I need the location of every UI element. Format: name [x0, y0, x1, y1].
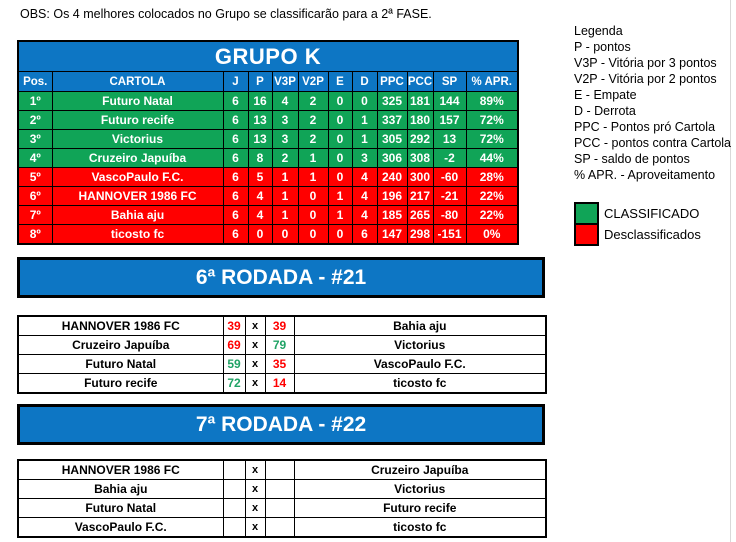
stat-cell: 0: [328, 130, 352, 149]
stat-cell: 3: [272, 111, 298, 130]
stat-cell: 298: [407, 225, 433, 245]
home-score-cell: [223, 480, 245, 499]
match-row: [18, 355, 546, 374]
away-score-cell: [265, 518, 294, 538]
standings-row: [18, 206, 518, 225]
unclassified-label: Desclassificados: [604, 227, 701, 242]
away-team-cell: Bahia aju: [294, 316, 546, 336]
stat-cell: 325: [377, 92, 407, 111]
position-cell: 5º: [18, 168, 52, 187]
legend-item: SP - saldo de pontos: [574, 152, 690, 166]
stat-cell: 6: [223, 168, 248, 187]
stat-cell: 4: [248, 187, 272, 206]
position-cell: 8º: [18, 225, 52, 245]
apr-cell: 44%: [466, 149, 518, 168]
match-row: [18, 480, 546, 499]
column-header: D: [352, 72, 377, 92]
apr-cell: 72%: [466, 111, 518, 130]
stat-cell: 4: [352, 187, 377, 206]
home-score-cell: 59: [223, 355, 245, 374]
classified-swatch: [574, 202, 599, 225]
stat-cell: 144: [433, 92, 466, 111]
match-row: [18, 499, 546, 518]
stat-cell: 4: [352, 168, 377, 187]
stat-cell: -60: [433, 168, 466, 187]
classified-label: CLASSIFICADO: [604, 206, 700, 221]
away-score-cell: 39: [265, 316, 294, 336]
stat-cell: 0: [328, 225, 352, 245]
stat-cell: 300: [407, 168, 433, 187]
stat-cell: 4: [248, 206, 272, 225]
home-team-cell: VascoPaulo F.C.: [18, 518, 223, 538]
unclassified-swatch: [574, 223, 599, 246]
away-score-cell: [265, 460, 294, 480]
stat-cell: 196: [377, 187, 407, 206]
match-row: [18, 316, 546, 336]
stat-cell: -80: [433, 206, 466, 225]
position-cell: 1º: [18, 92, 52, 111]
stat-cell: 6: [223, 225, 248, 245]
stat-cell: -151: [433, 225, 466, 245]
standings-row: [18, 130, 518, 149]
stat-cell: 6: [223, 92, 248, 111]
stat-cell: 2: [298, 111, 328, 130]
team-name-cell: HANNOVER 1986 FC: [52, 187, 223, 206]
stat-cell: 6: [223, 206, 248, 225]
column-header: E: [328, 72, 352, 92]
stat-cell: 0: [298, 225, 328, 245]
legend-item: D - Derrota: [574, 104, 636, 118]
apr-cell: 22%: [466, 206, 518, 225]
legend-item: V3P - Vitória por 3 pontos: [574, 56, 717, 70]
home-team-cell: Bahia aju: [18, 480, 223, 499]
versus-cell: x: [245, 374, 265, 394]
stat-cell: 157: [433, 111, 466, 130]
away-score-cell: 79: [265, 336, 294, 355]
home-team-cell: Futuro Natal: [18, 355, 223, 374]
legend-item: V2P - Vitória por 2 pontos: [574, 72, 717, 86]
round-6-fixtures-body: [18, 316, 546, 393]
group-title: GRUPO K: [18, 41, 518, 72]
away-team-cell: Cruzeiro Japuíba: [294, 460, 546, 480]
round-7-banner: [17, 404, 545, 445]
team-name-cell: Bahia aju: [52, 206, 223, 225]
column-header: CARTOLA: [52, 72, 223, 92]
column-header: PPC: [377, 72, 407, 92]
legend-item: % APR. - Aproveitamento: [574, 168, 716, 182]
away-team-cell: Victorius: [294, 336, 546, 355]
home-score-cell: [223, 460, 245, 480]
versus-cell: x: [245, 460, 265, 480]
legend-swatches: [574, 202, 731, 246]
stat-cell: 16: [248, 92, 272, 111]
column-header: V2P: [298, 72, 328, 92]
away-score-cell: 14: [265, 374, 294, 394]
apr-cell: 22%: [466, 187, 518, 206]
round-7-fixtures-body: [18, 460, 546, 537]
stat-cell: 13: [433, 130, 466, 149]
stat-cell: 13: [248, 111, 272, 130]
stat-cell: 3: [272, 130, 298, 149]
stat-cell: 0: [328, 111, 352, 130]
legend-items: [574, 39, 731, 183]
stat-cell: 0: [298, 187, 328, 206]
away-team-cell: Victorius: [294, 480, 546, 499]
stat-cell: 1: [272, 168, 298, 187]
team-name-cell: VascoPaulo F.C.: [52, 168, 223, 187]
away-score-cell: [265, 499, 294, 518]
stat-cell: 180: [407, 111, 433, 130]
stat-cell: 1: [328, 187, 352, 206]
stat-cell: 4: [352, 206, 377, 225]
home-team-cell: Cruzeiro Japuíba: [18, 336, 223, 355]
stat-cell: 1: [298, 149, 328, 168]
standings-row: [18, 225, 518, 245]
unclassified-row: [574, 223, 731, 246]
versus-cell: x: [245, 355, 265, 374]
classified-row: [574, 202, 731, 225]
column-header: J: [223, 72, 248, 92]
away-team-cell: Futuro recife: [294, 499, 546, 518]
stat-cell: -2: [433, 149, 466, 168]
stat-cell: 0: [298, 206, 328, 225]
away-score-cell: 35: [265, 355, 294, 374]
position-cell: 2º: [18, 111, 52, 130]
versus-cell: x: [245, 316, 265, 336]
stat-cell: 185: [377, 206, 407, 225]
stat-cell: 2: [272, 149, 298, 168]
group-title-row: [18, 41, 518, 72]
stat-cell: 0: [272, 225, 298, 245]
stat-cell: 1: [328, 206, 352, 225]
stat-cell: 0: [328, 149, 352, 168]
column-header: V3P: [272, 72, 298, 92]
team-name-cell: Futuro recife: [52, 111, 223, 130]
standings-row: [18, 187, 518, 206]
column-header: SP: [433, 72, 466, 92]
away-score-cell: [265, 480, 294, 499]
team-name-cell: Cruzeiro Japuíba: [52, 149, 223, 168]
match-row: [18, 336, 546, 355]
apr-cell: 0%: [466, 225, 518, 245]
standings-row: [18, 168, 518, 187]
stat-cell: 0: [328, 92, 352, 111]
stat-cell: 306: [377, 149, 407, 168]
column-header: Pos.: [18, 72, 52, 92]
standings-header-row: [18, 72, 518, 92]
round-6-fixtures-table: [17, 315, 547, 394]
stat-cell: 1: [272, 206, 298, 225]
standings-row: [18, 149, 518, 168]
stat-cell: 1: [352, 111, 377, 130]
stat-cell: 6: [223, 187, 248, 206]
versus-cell: x: [245, 336, 265, 355]
legend: [574, 23, 731, 246]
round-7-fixtures-table: [17, 459, 547, 538]
stat-cell: 305: [377, 130, 407, 149]
away-team-cell: ticosto fc: [294, 374, 546, 394]
stat-cell: 1: [272, 187, 298, 206]
legend-item: P - pontos: [574, 40, 631, 54]
position-cell: 6º: [18, 187, 52, 206]
team-name-cell: Futuro Natal: [52, 92, 223, 111]
legend-item: PCC - pontos contra Cartola: [574, 136, 732, 150]
home-score-cell: 69: [223, 336, 245, 355]
apr-cell: 89%: [466, 92, 518, 111]
away-team-cell: VascoPaulo F.C.: [294, 355, 546, 374]
stat-cell: 217: [407, 187, 433, 206]
standings-row: [18, 111, 518, 130]
column-header: P: [248, 72, 272, 92]
match-row: [18, 518, 546, 538]
stat-cell: 265: [407, 206, 433, 225]
stat-cell: 2: [298, 92, 328, 111]
legend-item: E - Empate: [574, 88, 637, 102]
stat-cell: 0: [352, 92, 377, 111]
stat-cell: 6: [223, 111, 248, 130]
column-header: % APR.: [466, 72, 518, 92]
stat-cell: 4: [272, 92, 298, 111]
stat-cell: 1: [352, 130, 377, 149]
stat-cell: 13: [248, 130, 272, 149]
home-score-cell: [223, 499, 245, 518]
team-name-cell: Victorius: [52, 130, 223, 149]
stat-cell: 147: [377, 225, 407, 245]
round-6-title: 6ª RODADA - #21: [195, 266, 367, 289]
standings-table: [17, 40, 519, 245]
stat-cell: 6: [352, 225, 377, 245]
away-team-cell: ticosto fc: [294, 518, 546, 538]
column-header: PCC: [407, 72, 433, 92]
home-team-cell: Futuro Natal: [18, 499, 223, 518]
match-row: [18, 460, 546, 480]
home-team-cell: HANNOVER 1986 FC: [18, 316, 223, 336]
stat-cell: 240: [377, 168, 407, 187]
stat-cell: 292: [407, 130, 433, 149]
apr-cell: 72%: [466, 130, 518, 149]
position-cell: 4º: [18, 149, 52, 168]
position-cell: 3º: [18, 130, 52, 149]
stat-cell: 6: [223, 149, 248, 168]
obs-note: OBS: Os 4 melhores colocados no Grupo se classificarão para a 2ª FASE.: [20, 7, 432, 21]
stat-cell: 337: [377, 111, 407, 130]
round-7-title: 7ª RODADA - #22: [195, 413, 367, 436]
home-team-cell: Futuro recife: [18, 374, 223, 394]
standings-body: [18, 92, 518, 245]
standings-row: [18, 92, 518, 111]
versus-cell: x: [245, 480, 265, 499]
team-name-cell: ticosto fc: [52, 225, 223, 245]
apr-cell: 28%: [466, 168, 518, 187]
position-cell: 7º: [18, 206, 52, 225]
stat-cell: 0: [328, 168, 352, 187]
home-team-cell: HANNOVER 1986 FC: [18, 460, 223, 480]
round-6-banner: [17, 257, 545, 298]
stat-cell: 1: [298, 168, 328, 187]
stat-cell: -21: [433, 187, 466, 206]
home-score-cell: [223, 518, 245, 538]
legend-title: Legenda: [574, 24, 623, 38]
stat-cell: 3: [352, 149, 377, 168]
home-score-cell: 72: [223, 374, 245, 394]
home-score-cell: 39: [223, 316, 245, 336]
versus-cell: x: [245, 499, 265, 518]
legend-item: PPC - Pontos pró Cartola: [574, 120, 716, 134]
stat-cell: 0: [248, 225, 272, 245]
stat-cell: 6: [223, 130, 248, 149]
versus-cell: x: [245, 518, 265, 538]
stat-cell: 308: [407, 149, 433, 168]
stat-cell: 2: [298, 130, 328, 149]
stat-cell: 5: [248, 168, 272, 187]
stat-cell: 8: [248, 149, 272, 168]
stat-cell: 181: [407, 92, 433, 111]
match-row: [18, 374, 546, 394]
